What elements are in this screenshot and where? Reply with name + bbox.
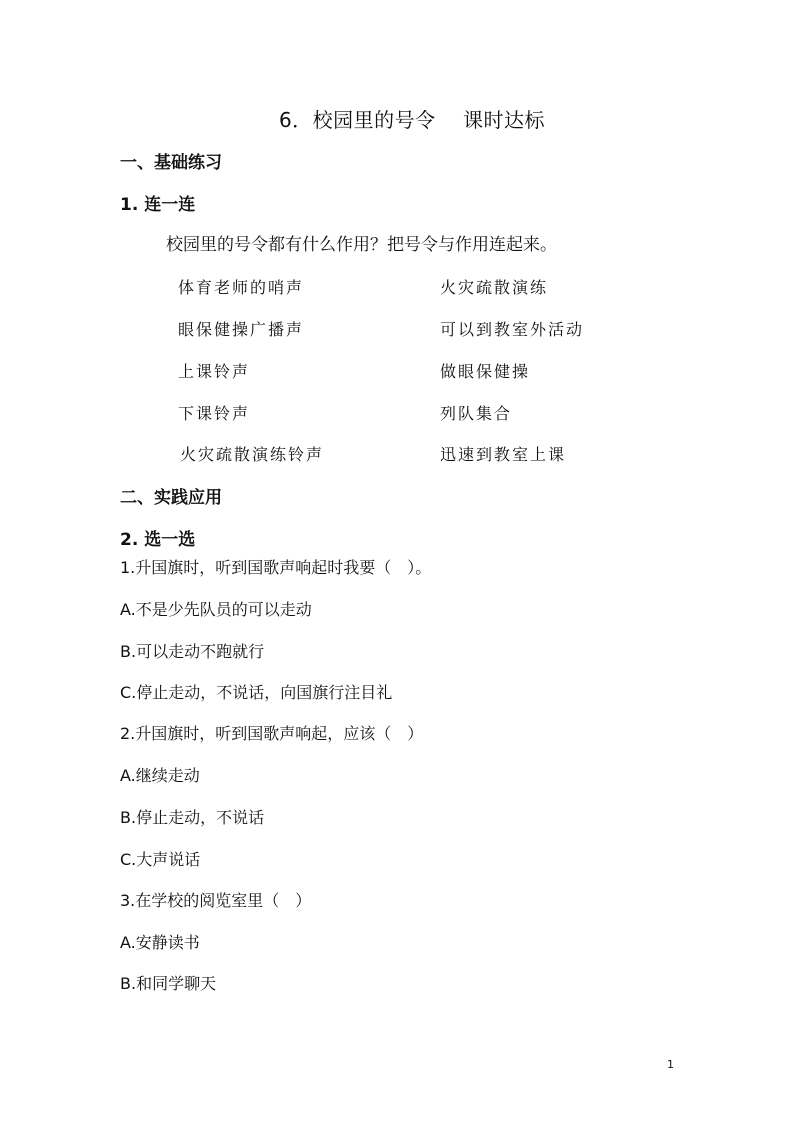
left-item: 下课铃声 <box>178 404 251 423</box>
question-option: C.大声说话 <box>120 850 201 869</box>
question-stem: 1.升国旗时，听到国歌声响起时我要（ ）。 <box>120 558 432 577</box>
section-heading-basic: 一、基础练习 <box>120 153 222 173</box>
question-stem: 3.在学校的阅览室里（ ） <box>120 891 312 910</box>
right-item: 火灾疏散演练 <box>440 278 549 297</box>
left-item: 体育老师的哨声 <box>178 278 305 297</box>
question-option: C.停止走动，不说话，向国旗行注目礼 <box>120 683 393 702</box>
right-item: 迅速到教室上课 <box>440 445 567 464</box>
page-number: 1 <box>667 1058 674 1071</box>
question-option: B.可以走动不跑就行 <box>120 642 265 661</box>
question-heading-match: 1. 连一连 <box>120 195 196 215</box>
page-title: 6．校园里的号令 课时达标 <box>278 108 546 132</box>
right-item: 可以到教室外活动 <box>440 320 585 339</box>
right-item: 做眼保健操 <box>440 362 531 381</box>
question-option: A.继续走动 <box>120 766 200 785</box>
question-heading-choose: 2. 选一选 <box>120 530 196 550</box>
section-heading-practice: 二、实践应用 <box>120 488 222 508</box>
left-item: 火灾疏散演练铃声 <box>180 445 325 464</box>
match-instruction: 校园里的号令都有什么作用？把号令与作用连起来。 <box>166 235 557 255</box>
right-item: 列队集合 <box>440 404 513 423</box>
left-item: 上课铃声 <box>178 362 251 381</box>
question-option: B.和同学聊天 <box>120 974 217 993</box>
left-item: 眼保健操广播声 <box>178 320 305 339</box>
question-stem: 2.升国旗时，听到国歌声响起，应该（ ） <box>120 724 424 743</box>
question-option: B.停止走动，不说话 <box>120 808 265 827</box>
question-option: A.不是少先队员的可以走动 <box>120 600 312 619</box>
question-option: A.安静读书 <box>120 933 200 952</box>
